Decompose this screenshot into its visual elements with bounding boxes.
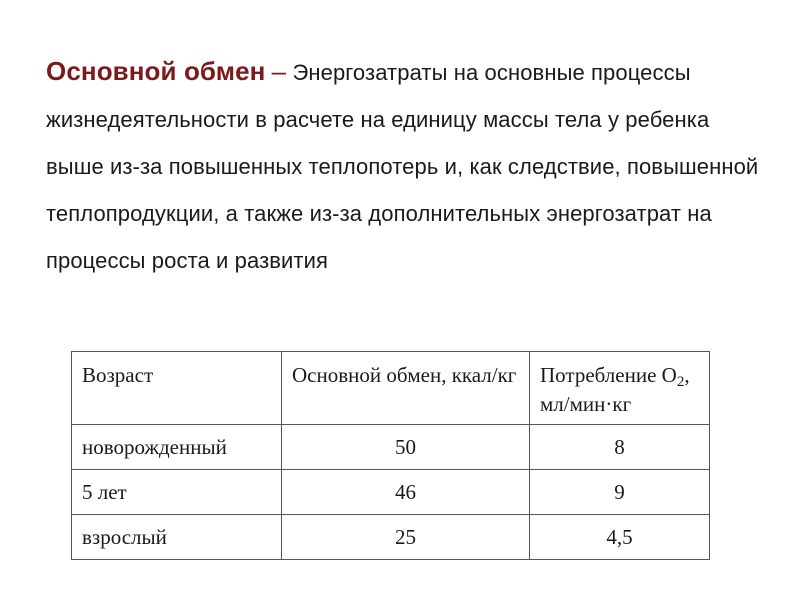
header-o2-consumption xyxy=(530,352,710,425)
header-basal-metabolism: Основной обмен, ккал/кг xyxy=(282,352,530,425)
cell-basal-metabolism: 46 xyxy=(282,470,530,515)
header-o2-subscript: 2 xyxy=(676,374,685,390)
term-title: Основной обмен xyxy=(46,56,266,86)
definition-text: Энергозатраты на основные процессы жизнедеятельности в расчете на единицу массы тела у ребенка выше из-за повышенных теплопотерь и, как следствие, повышенной теплопродукции, а также из-за дополнительных энергозатрат на процессы роста и развития xyxy=(46,60,759,273)
cell-age: 5 лет xyxy=(72,470,282,515)
table-row xyxy=(72,470,710,515)
header-o2-prefix: Потребление О xyxy=(540,363,677,387)
table-header-row xyxy=(72,352,710,425)
cell-basal-metabolism: 50 xyxy=(282,425,530,470)
metabolism-table xyxy=(71,351,710,560)
cell-age: новорожденный xyxy=(72,425,282,470)
table-row xyxy=(72,425,710,470)
definition-paragraph xyxy=(46,48,766,284)
cell-o2: 9 xyxy=(530,470,710,515)
header-o2-suffix: , мл/мин·кг xyxy=(540,363,690,416)
header-age: Возраст xyxy=(72,352,282,425)
table-row xyxy=(72,515,710,560)
term-dash: – xyxy=(271,56,287,86)
cell-basal-metabolism: 25 xyxy=(282,515,530,560)
cell-age: взрослый xyxy=(72,515,282,560)
cell-o2: 8 xyxy=(530,425,710,470)
cell-o2: 4,5 xyxy=(530,515,710,560)
